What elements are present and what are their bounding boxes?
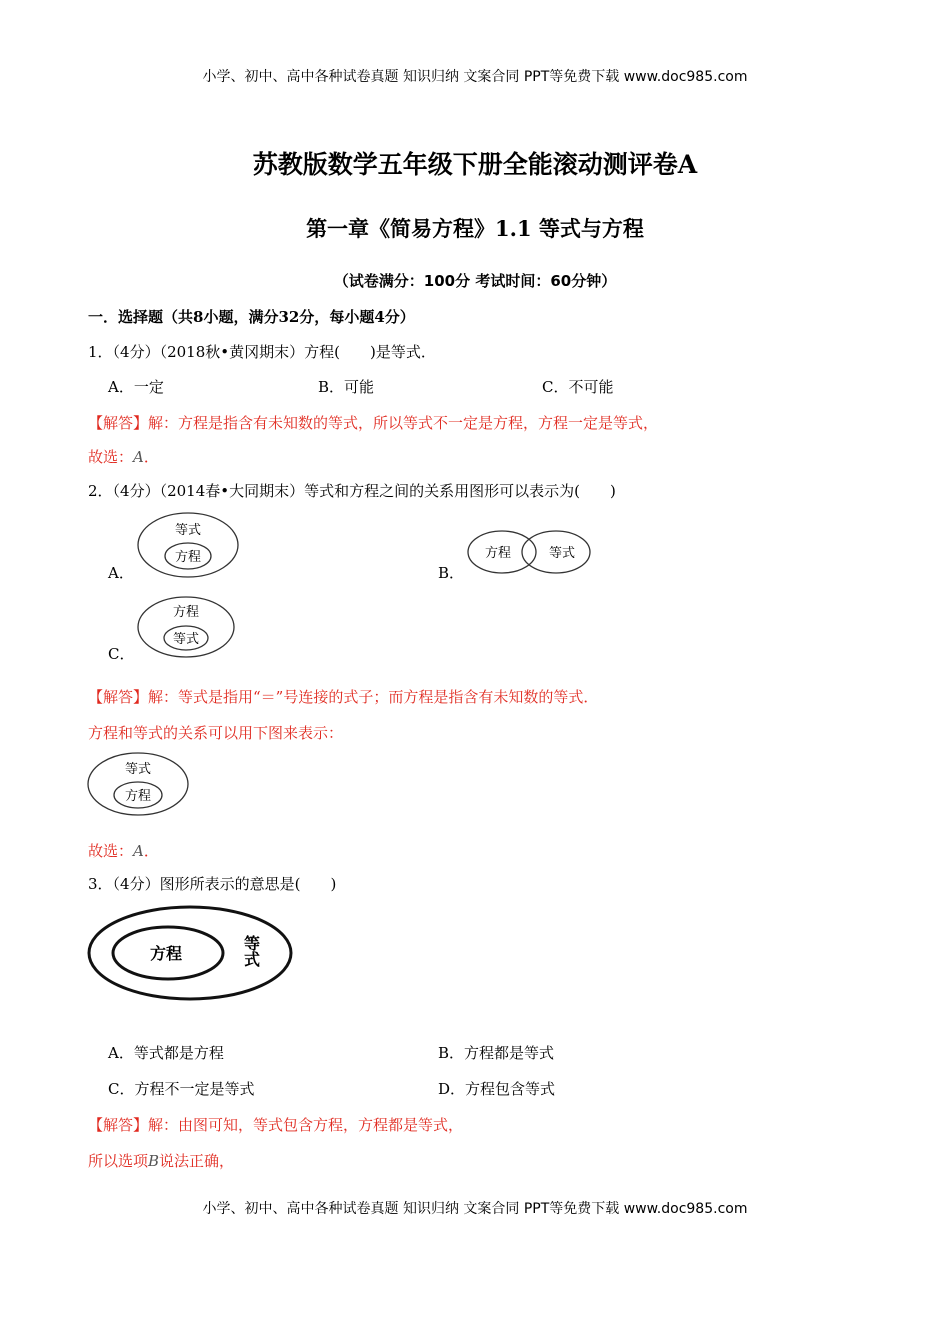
q2-option-c-label: C． — [108, 645, 135, 663]
q2-choice-end: ． — [143, 842, 159, 860]
q1-option-a: A．一定 — [108, 378, 164, 396]
answer-label: 【解答】 — [88, 1116, 149, 1134]
q1-solution-text: 解：方程是指含有未知数的等式，所以等式不一定是方程，方程一定是等式， — [148, 414, 659, 432]
q2-solution-1 — [88, 686, 598, 707]
q1-stem: 1．（4分）（2018秋•黄冈期末）方程( )是等式． — [88, 343, 436, 361]
q2-solution-2: 方程和等式的关系可以用下图来表示： — [88, 724, 344, 742]
q2-option-a-diagram — [136, 510, 242, 580]
q3-solution-2 — [88, 1150, 234, 1171]
page-header: 小学、初中、高中各种试卷真题 知识归纳 文案合同 PPT等免费下载 www.doc985.com — [202, 69, 748, 85]
outer-label: 方程 — [172, 605, 200, 620]
q1-choice-letter: A — [133, 448, 144, 466]
answer-label: 【解答】 — [88, 414, 149, 432]
q2-stem: 2．（4分）（2014春•大同期末）等式和方程之间的关系用图形可以表示为( ) — [88, 482, 616, 500]
q1-option-c: C．不可能 — [542, 378, 614, 396]
q1-solution — [88, 412, 658, 433]
q2-choice-letter: A — [133, 842, 144, 860]
q1-choice — [88, 446, 159, 467]
section-heading: 一．选择题（共8小题，满分32分，每小题4分） — [88, 308, 415, 326]
q3-stem: 3．（4分）图形所表示的意思是( ) — [88, 875, 337, 893]
q2-option-c-diagram — [136, 594, 238, 660]
q3-solution-text: 解：由图可知，等式包含方程，方程都是等式， — [148, 1116, 464, 1134]
q3-option-c: C．方程不一定是等式 — [108, 1080, 255, 1098]
inner-label: 方程 — [124, 789, 152, 804]
q1-choice-end: ． — [143, 448, 159, 466]
page-title: 苏教版数学五年级下册全能滚动测评卷A — [252, 150, 698, 179]
chapter-subtitle: 第一章《简易方程》1.1 等式与方程 — [306, 216, 644, 241]
inner-label: 方程 — [149, 944, 183, 963]
page-footer: 小学、初中、高中各种试卷真题 知识归纳 文案合同 PPT等免费下载 www.doc985.com — [202, 1201, 748, 1217]
q1-choice-label: 故选： — [88, 448, 134, 466]
q2-choice — [88, 840, 159, 861]
q2-choice-label: 故选： — [88, 842, 134, 860]
q3-solution-1 — [88, 1114, 463, 1135]
q3-diagram — [86, 903, 296, 1003]
q3-option-b: B．方程都是等式 — [438, 1044, 555, 1062]
left-label: 方程 — [484, 546, 512, 561]
outer-label: 等式 — [124, 762, 152, 777]
q2-solution-diagram — [86, 750, 192, 818]
outer-label: 等式 — [241, 935, 261, 967]
q3-solution-letter: B — [148, 1152, 160, 1170]
q3-solution-pre: 所以选项 — [88, 1152, 149, 1170]
q3-option-d: D．方程包含等式 — [438, 1080, 556, 1098]
outer-label: 等式 — [174, 523, 202, 538]
q2-solution-text: 解：等式是指用“＝”号连接的式子；而方程是指含有未知数的等式． — [148, 688, 599, 706]
outer-ellipse — [89, 907, 291, 999]
q3-solution-post: 说法正确， — [159, 1152, 235, 1170]
q2-option-b-diagram — [464, 527, 594, 577]
exam-meta: （试卷满分：100分 考试时间：60分钟） — [333, 272, 617, 290]
inner-label: 方程 — [174, 550, 202, 565]
q2-option-b-label: B． — [438, 564, 465, 582]
answer-label: 【解答】 — [88, 688, 149, 706]
q1-option-b: B．可能 — [318, 378, 375, 396]
q3-option-a: A．等式都是方程 — [108, 1044, 224, 1062]
inner-label: 等式 — [172, 632, 200, 647]
right-label: 等式 — [548, 546, 576, 561]
q2-option-a-label: A． — [108, 564, 134, 582]
